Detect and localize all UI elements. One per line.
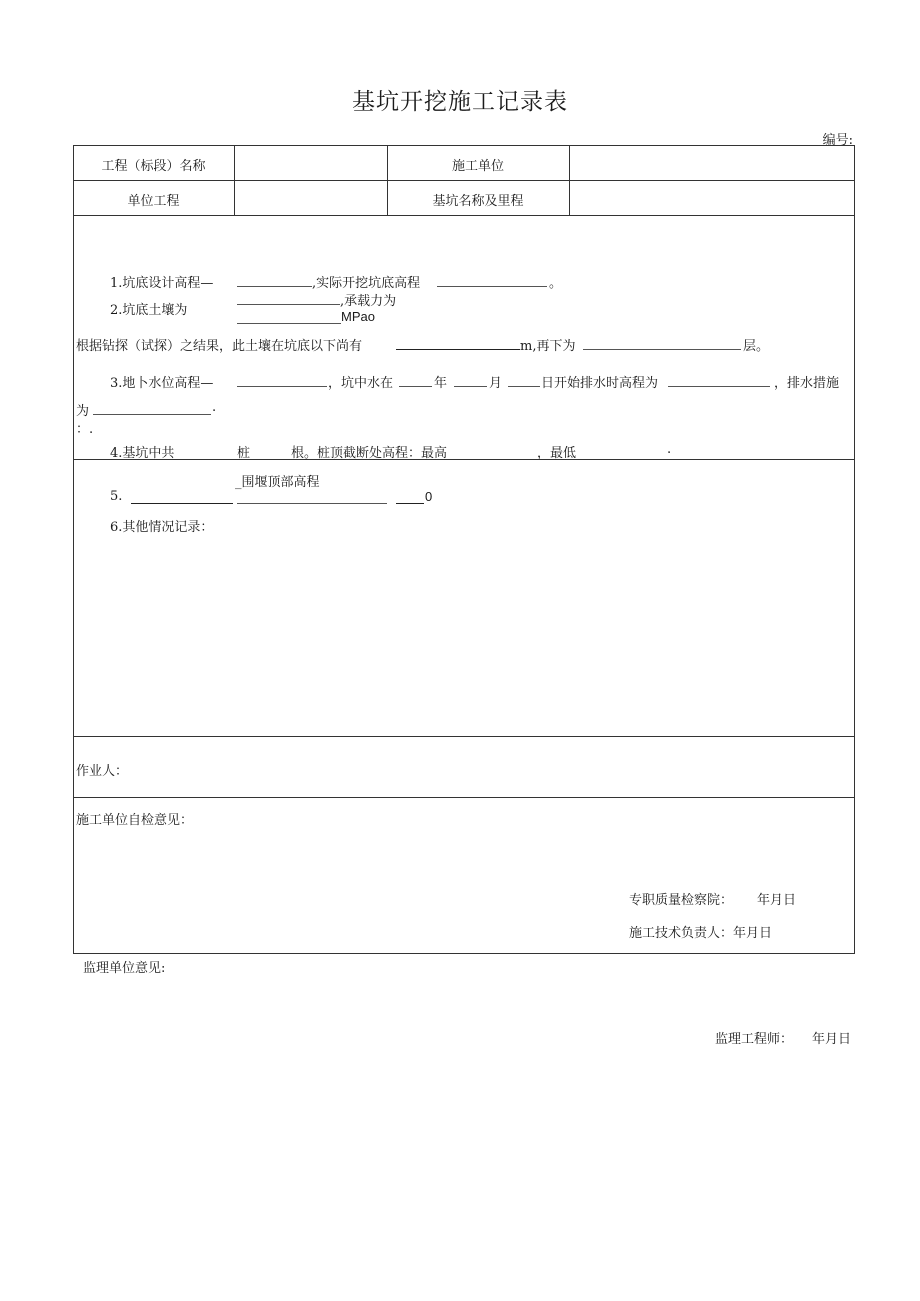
- item3-drain-elevation-blank[interactable]: [668, 386, 770, 387]
- item5-blank-3[interactable]: [396, 503, 424, 504]
- item3-day-text: 日开始排水时高程为: [541, 376, 659, 391]
- pit-name-label: 基坑名称及里程: [432, 194, 524, 209]
- drill-depth-blank[interactable]: [396, 349, 520, 350]
- unit-project-label: 单位工程: [127, 194, 180, 209]
- item5-blank-1[interactable]: [131, 503, 233, 504]
- item1-design-elevation-blank[interactable]: [237, 286, 312, 287]
- serial-number-label: 编号:: [822, 133, 853, 148]
- other-records-area[interactable]: [76, 538, 852, 732]
- section-divider-3: [73, 797, 855, 798]
- item3-month-blank[interactable]: [454, 386, 487, 387]
- page-title: 基坑开挖施工记录表: [352, 89, 568, 115]
- item5-label: 5.: [110, 489, 123, 504]
- item2-soil-type-blank[interactable]: [237, 304, 340, 305]
- item4-pile: 桩: [237, 446, 251, 461]
- self-check-label: 施工单位自检意见：: [76, 813, 194, 828]
- item1-label: 1.坑底设计高程—: [110, 276, 214, 291]
- quality-inspector-date: 年月日: [757, 893, 797, 908]
- item3-end-text: ，排水措施: [774, 376, 840, 391]
- item6-label: 6.其他情况记录：: [110, 520, 214, 535]
- item1-end: 。: [549, 276, 563, 291]
- item5-top-text: _围堰顶部高程: [235, 475, 320, 490]
- project-name-label: 工程（标段）名称: [101, 159, 206, 174]
- item4-end: .: [667, 442, 672, 457]
- item2-mid-text: ,承载力为: [340, 294, 397, 309]
- drill-text: 根据钻探（试探）之结果，此土壤在坑底以下尚有: [76, 339, 363, 354]
- colon-dot: ：.: [76, 422, 94, 437]
- item3-wei: 为: [76, 404, 90, 419]
- section-divider-1: [73, 459, 855, 460]
- item3-year-blank[interactable]: [399, 386, 432, 387]
- supervision-label: 监理单位意见:: [83, 961, 166, 976]
- item1-mid-text: ,实际开挖坑底高程: [312, 276, 421, 291]
- item5-end: 0: [425, 489, 433, 504]
- worker-field[interactable]: [130, 745, 850, 790]
- section-divider-2: [73, 736, 855, 737]
- worker-label: 作业人：: [76, 764, 129, 779]
- item4-root-text: 根。桩顶截断处高程：最高: [291, 446, 448, 461]
- item3-mid-text: ，坑中水在: [328, 376, 394, 391]
- quality-inspector-label: 专职质量检察院：: [629, 893, 734, 908]
- item2-bearing-capacity-blank[interactable]: [237, 323, 341, 324]
- project-name-value[interactable]: [235, 150, 387, 176]
- item3-label: 3.地卜水位高程—: [110, 376, 214, 391]
- item3-month: 月: [489, 376, 503, 391]
- item4-low-text: ，最低: [537, 446, 577, 461]
- item2-label: 2.坑底土壤为: [110, 303, 188, 318]
- item3-year: 年: [434, 376, 448, 391]
- drill-layer-blank[interactable]: [583, 349, 741, 350]
- unit-project-value[interactable]: [235, 185, 387, 211]
- supervision-date: 年月日: [812, 1032, 852, 1047]
- construction-unit-label: 施工单位: [451, 159, 504, 174]
- header-row-divider: [73, 180, 855, 181]
- item3-water-level-blank[interactable]: [237, 386, 327, 387]
- item5-blank-2[interactable]: [237, 503, 387, 504]
- item1-actual-elevation-blank[interactable]: [437, 286, 547, 287]
- construction-unit-value[interactable]: [570, 150, 854, 176]
- header-bottom-divider: [73, 215, 855, 216]
- tech-lead-label: 施工技术负责人：年月日: [629, 926, 773, 941]
- pit-name-value[interactable]: [570, 185, 854, 211]
- item4-label: 4.基坑中共: [110, 446, 175, 461]
- item2-unit: MPao: [341, 309, 375, 324]
- drill-end: 层。: [743, 339, 770, 354]
- item3-dot: .: [212, 400, 217, 415]
- item3-day-blank[interactable]: [508, 386, 540, 387]
- item3-drain-measure-blank[interactable]: [93, 414, 211, 415]
- supervision-engineer-label: 监理工程师：: [715, 1032, 794, 1047]
- drill-m-text: m,再下为: [520, 339, 576, 354]
